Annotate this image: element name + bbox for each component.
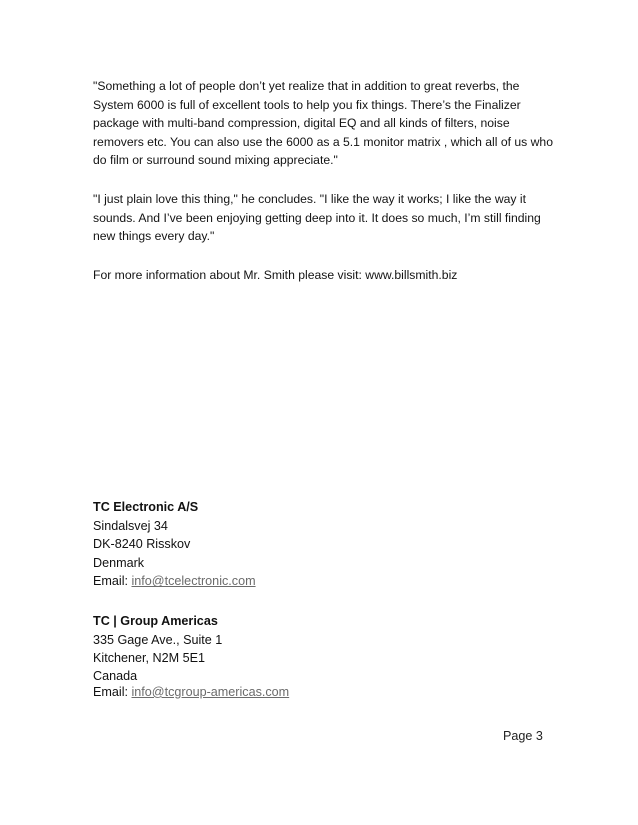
email-label: Email: xyxy=(93,684,132,699)
address-city: Kitchener, N2M 5E1 xyxy=(93,651,206,666)
company-name: TC Electronic A/S xyxy=(93,500,199,514)
contact-block-tc-group-americas xyxy=(93,612,289,701)
page-number: Page 3 xyxy=(503,729,543,743)
email-link[interactable]: info@tcgroup-americas.com xyxy=(131,684,290,699)
address-street: 335 Gage Ave., Suite 1 xyxy=(93,632,223,647)
conclusion-paragraph: "I just plain love this thing," he concludes. "I like the way it works; I like the way it sounds. And I’ve been enjoying getting deep into it. It does so much, I’m still finding new things every day." xyxy=(93,192,541,244)
company-name: TC | Group Americas xyxy=(93,614,218,628)
email-line xyxy=(93,683,289,702)
more-info-paragraph: For more information about Mr. Smith please visit: www.billsmith.biz xyxy=(93,268,458,282)
email-label: Email: xyxy=(93,574,132,589)
address-city: DK-8240 Risskov xyxy=(93,537,191,552)
address-street: Sindalsvej 34 xyxy=(93,518,168,533)
contact-block-tc-electronic xyxy=(93,498,256,591)
email-link[interactable]: info@tcelectronic.com xyxy=(131,574,256,589)
address-country: Canada xyxy=(93,668,138,683)
email-line xyxy=(93,572,256,591)
quote-paragraph: "Something a lot of people don’t yet realize that in addition to great reverbs, the System 6000 is full of excellent tools to help you fix things. There’s the Finalizer package with multi-band compression, digital EQ and all kinds of filters, noise removers etc. You can also use the 6000 as a 5.1 monitor matrix , which all of us who do film or surround sound mixing appreciate." xyxy=(93,79,553,168)
address-country: Denmark xyxy=(93,555,145,570)
